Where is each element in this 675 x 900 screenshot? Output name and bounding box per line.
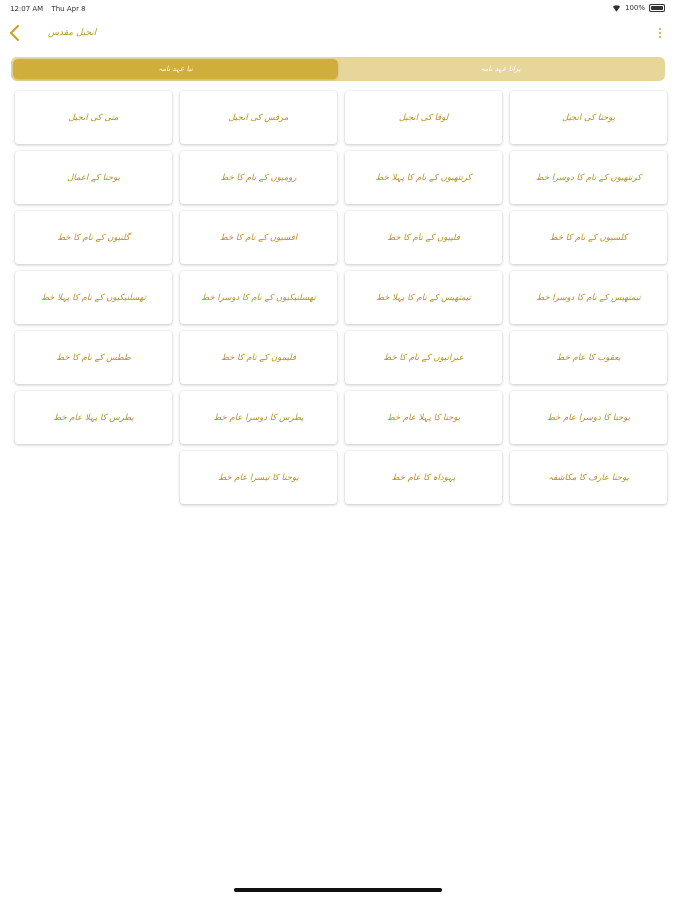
- more-vertical-dot: [659, 36, 661, 38]
- book-card-label: متی کی انجیل: [68, 112, 119, 123]
- book-card-label: تھسلنیکیوں کے نام کا پہلا خط: [41, 293, 146, 303]
- book-card[interactable]: [345, 451, 502, 504]
- book-card-label: یہوداہ کا عام خط: [391, 473, 456, 483]
- book-card[interactable]: [510, 91, 667, 144]
- book-card-label: پطرس کا پہلا عام خط: [53, 413, 134, 423]
- tab-old-testament[interactable]: پرانا عہد نامہ: [480, 65, 521, 73]
- status-time: 12:07 AM: [10, 5, 44, 13]
- battery-percent: 100%: [624, 4, 645, 12]
- book-card-label: ططس کے نام کا خط: [56, 353, 131, 363]
- book-card[interactable]: [510, 211, 667, 264]
- book-card-label: لوقا کی انجیل: [398, 112, 449, 123]
- testament-segmented-control: [11, 57, 665, 81]
- book-card[interactable]: [345, 271, 502, 324]
- nav-bar: [0, 20, 675, 48]
- book-card-label: پطرس کا دوسرا عام خط: [213, 412, 304, 423]
- book-card-label: یوحنا کے اعمال: [67, 173, 120, 183]
- book-card-label: گلتیوں کے نام کا خط: [57, 233, 130, 243]
- book-card[interactable]: [180, 271, 337, 324]
- book-card[interactable]: [180, 391, 337, 444]
- book-card-label: کرنتھیوں کے نام کا پہلا خط: [375, 173, 472, 183]
- book-card[interactable]: [180, 211, 337, 264]
- book-card-label: یوحنا کا دوسرا عام خط: [547, 412, 630, 423]
- book-card[interactable]: [510, 151, 667, 204]
- book-card[interactable]: [180, 91, 337, 144]
- battery-icon: [649, 4, 665, 12]
- book-card[interactable]: [510, 331, 667, 384]
- book-card-label: تیمتھیس کے نام کا دوسرا خط: [536, 293, 641, 303]
- book-card-label: یوحنا عارف کا مکاشفہ: [548, 473, 629, 483]
- book-card[interactable]: [15, 331, 172, 384]
- back-button[interactable]: [8, 24, 26, 44]
- book-card-label: عبرانیوں کے نام کا خط: [383, 353, 464, 363]
- book-card[interactable]: [15, 151, 172, 204]
- wifi-icon: [612, 5, 621, 12]
- book-card[interactable]: [345, 211, 502, 264]
- book-card[interactable]: [15, 271, 172, 324]
- book-card[interactable]: [510, 391, 667, 444]
- book-card[interactable]: [345, 391, 502, 444]
- status-bar: [0, 0, 675, 18]
- status-right: [612, 4, 665, 12]
- status-date: Thu Apr 8: [51, 5, 86, 13]
- more-vertical-icon: [659, 28, 661, 30]
- book-card-label: کرنتھیوں کے نام کا دوسرا خط: [535, 173, 642, 183]
- book-card-label: یعقوب کا عام خط: [556, 352, 621, 363]
- book-card[interactable]: [15, 211, 172, 264]
- home-indicator[interactable]: [234, 888, 442, 892]
- book-card-label: مرقس کی انجیل: [228, 112, 289, 123]
- book-card-label: یوحنا کا تیسرا عام خط: [218, 472, 299, 483]
- more-menu-button[interactable]: [655, 27, 665, 43]
- book-card[interactable]: [345, 331, 502, 384]
- book-card[interactable]: [510, 271, 667, 324]
- book-card-label: فلیمون کے نام کا خط: [221, 353, 297, 363]
- book-card-label: افسیوں کے نام کا خط: [219, 233, 298, 243]
- book-card[interactable]: [180, 451, 337, 504]
- book-card[interactable]: [15, 391, 172, 444]
- book-card[interactable]: [180, 151, 337, 204]
- page-title: انجیل مقدس: [48, 28, 97, 38]
- book-card-label: تیمتھیس کے نام کا پہلا خط: [376, 293, 471, 303]
- more-vertical-dot: [659, 32, 661, 34]
- book-card[interactable]: [510, 451, 667, 504]
- chevron-left-icon: [8, 24, 22, 42]
- book-card-label: یوحنا کا پہلا عام خط: [386, 413, 461, 423]
- book-card[interactable]: [345, 91, 502, 144]
- tab-new-testament[interactable]: نیا عہد نامہ: [13, 59, 338, 79]
- book-card[interactable]: [180, 331, 337, 384]
- book-card-label: یوحنا کی انجیل: [562, 112, 615, 123]
- book-card[interactable]: [345, 151, 502, 204]
- book-card-label: رومیوں کے نام کا خط: [220, 173, 297, 183]
- book-card[interactable]: [15, 91, 172, 144]
- book-card-label: فلپیوں کے نام کا خط: [387, 233, 460, 243]
- book-card-label: تھسلنیکیوں کے نام کا دوسرا خط: [201, 293, 316, 303]
- book-card-label: کلسیوں کے نام کا خط: [549, 233, 628, 243]
- status-left: [10, 5, 92, 13]
- book-grid: [11, 91, 667, 504]
